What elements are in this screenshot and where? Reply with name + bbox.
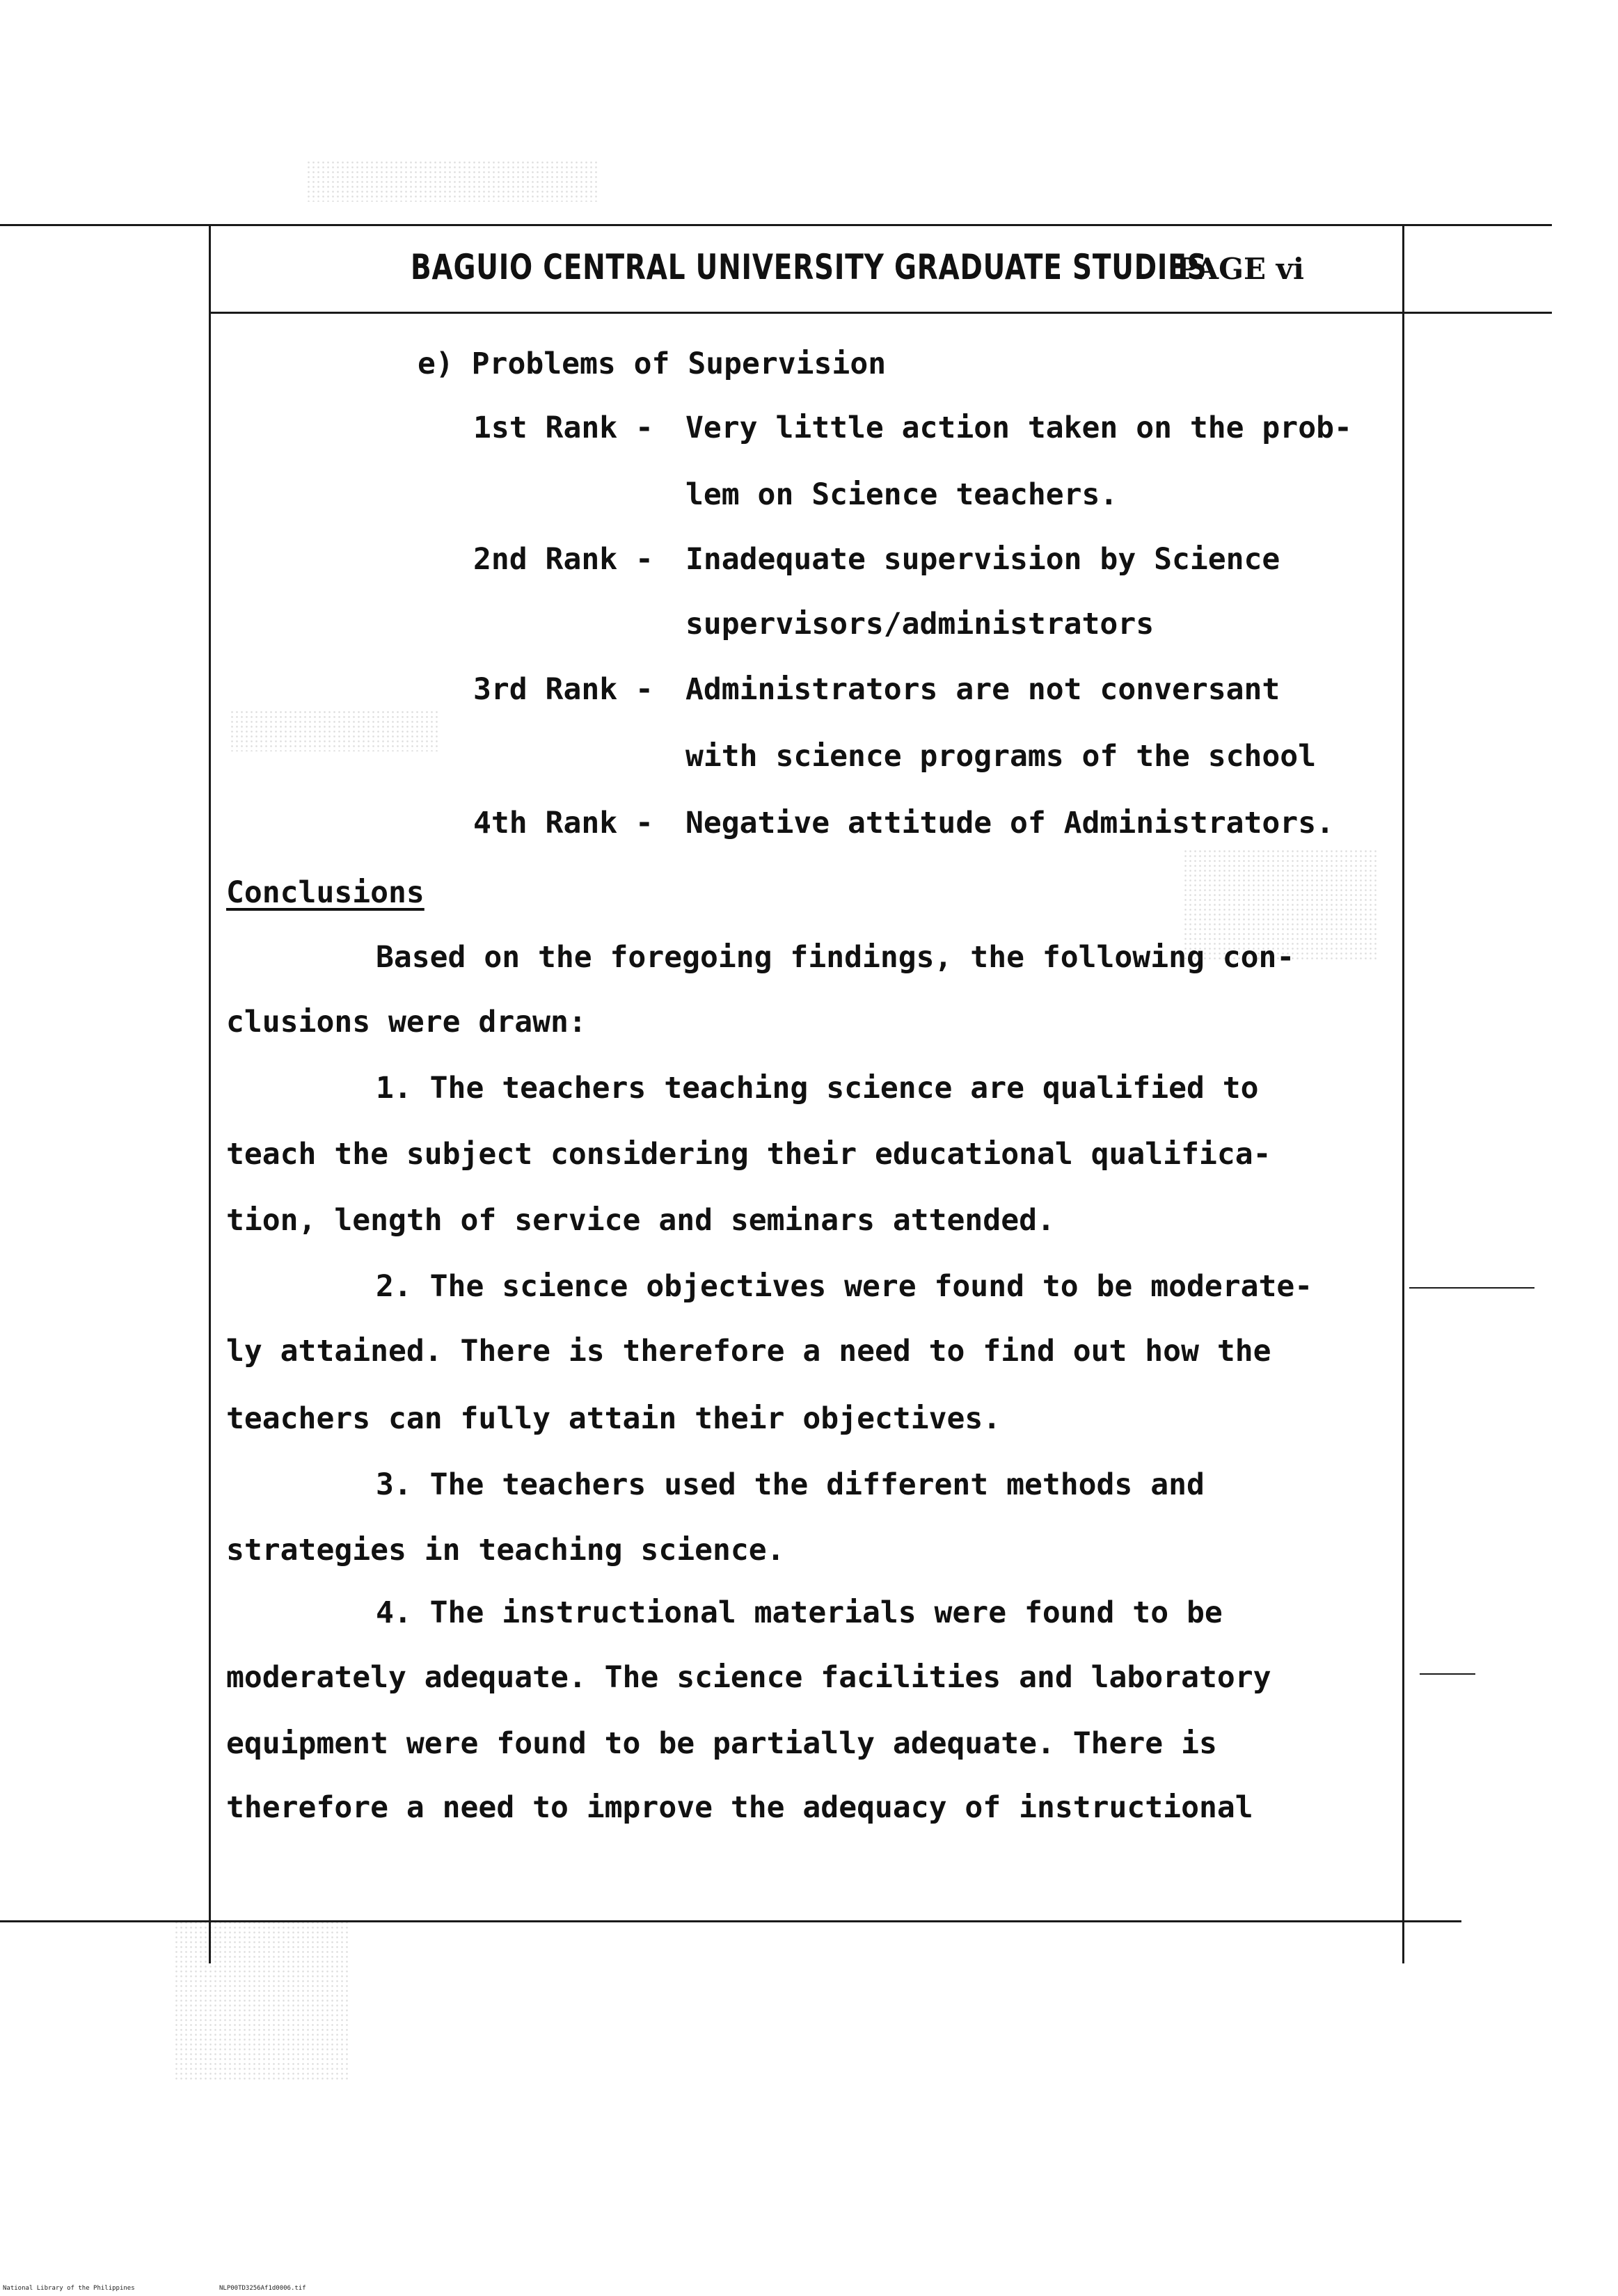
section-heading: e) Problems of Supervision: [418, 346, 887, 381]
frame-side-rule-2: [1420, 1673, 1475, 1675]
frame-left-rule: [209, 224, 211, 1963]
scan-noise-left: [230, 710, 438, 751]
rank-text: lem on Science teachers.: [685, 477, 1118, 512]
conclusions-heading: Conclusions: [226, 875, 425, 910]
paragraph-line: clusions were drawn:: [226, 1005, 587, 1039]
rank-label: 4th Rank -: [473, 806, 653, 840]
paragraph-line: therefore a need to improve the adequacy of instructional: [226, 1790, 1253, 1825]
paragraph-line: ly attained. There is therefore a need to find out how the: [226, 1334, 1271, 1369]
frame-bottom-rule: [0, 1920, 1461, 1922]
paragraph-line: tion, length of service and seminars attended.: [226, 1203, 1055, 1238]
frame-right-rule: [1402, 224, 1404, 1963]
paragraph-line: equipment were found to be partially adequate. There is: [226, 1726, 1217, 1761]
paragraph-line: 4. The instructional materials were found to be: [376, 1595, 1223, 1630]
rank-label: 2nd Rank -: [473, 542, 653, 577]
paragraph-line: Based on the foregoing findings, the following con-: [376, 940, 1295, 975]
page-number: PAGE vi: [1176, 252, 1304, 286]
header-title: BAGUIO CENTRAL UNIVERSITY GRADUATE STUDIES: [411, 247, 1207, 287]
footer-file: NLP00TD3256Af1d0006.tif: [219, 2285, 306, 2292]
paragraph-line: teachers can fully attain their objectives.: [226, 1401, 1001, 1436]
rank-text: with science programs of the school: [685, 739, 1317, 774]
scan-noise-top: [306, 160, 598, 202]
rank-text: Very little action taken on the prob-: [685, 410, 1352, 445]
rank-text: supervisors/administrators: [685, 607, 1155, 641]
rank-text: Negative attitude of Administrators.: [685, 806, 1334, 840]
frame-side-rule-1: [1409, 1287, 1534, 1289]
paragraph-line: teach the subject considering their educational qualifica-: [226, 1137, 1271, 1172]
paragraph-line: 1. The teachers teaching science are qualified to: [376, 1071, 1259, 1106]
rank-label: 3rd Rank -: [473, 672, 653, 707]
frame-header-rule: [209, 312, 1552, 314]
frame-top-rule: [0, 224, 1552, 226]
footer-library: National Library of the Philippines: [3, 2285, 135, 2292]
paragraph-line: 3. The teachers used the different methods and: [376, 1467, 1205, 1502]
scan-noise-bottom: [174, 1920, 348, 2080]
paragraph-line: strategies in teaching science.: [226, 1533, 785, 1568]
rank-text: Inadequate supervision by Science: [685, 542, 1280, 577]
paragraph-line: moderately adequate. The science facilities and laboratory: [226, 1660, 1271, 1695]
rank-text: Administrators are not conversant: [685, 672, 1280, 707]
paragraph-line: 2. The science objectives were found to be moderate-: [376, 1269, 1313, 1304]
rank-label: 1st Rank -: [473, 410, 653, 445]
